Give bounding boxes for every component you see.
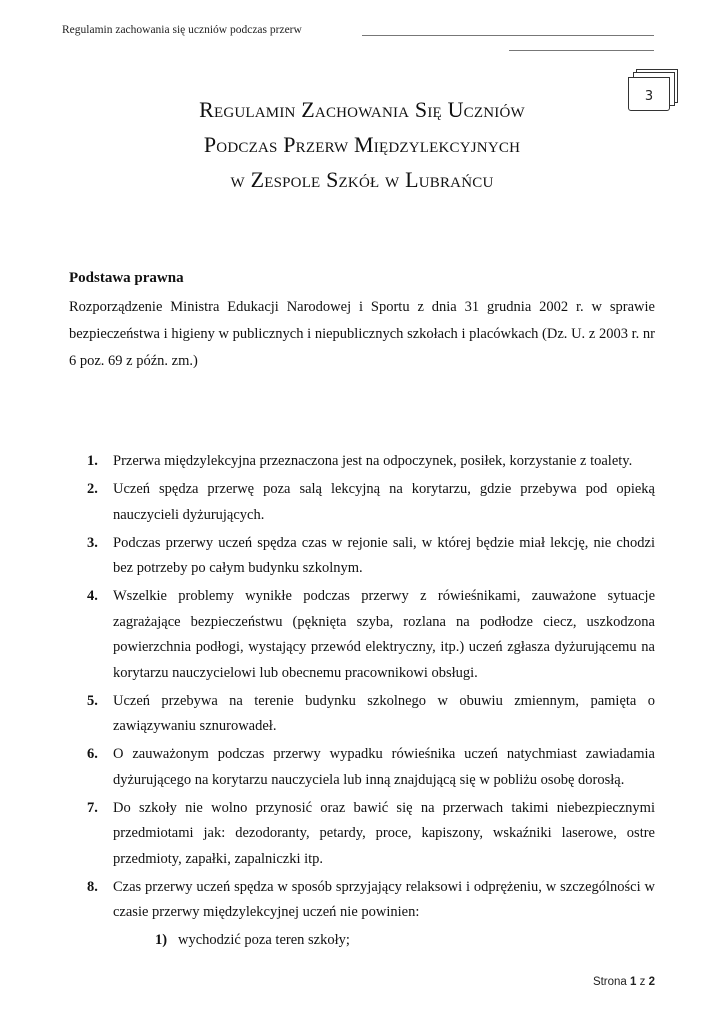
footer-separator: z bbox=[639, 976, 646, 988]
title-line-2: Podczas Przerw Międzylekcyjnych bbox=[203, 132, 521, 157]
rule-text: Przerwa międzylekcyjna przeznaczona jest na odpoczynek, posiłek, korzystanie z toalety. bbox=[113, 453, 633, 469]
header-rule-short bbox=[509, 50, 654, 51]
page-footer bbox=[593, 976, 655, 988]
list-item bbox=[69, 584, 655, 686]
list-item bbox=[69, 531, 655, 582]
list-item bbox=[69, 796, 655, 873]
sub-rule-text: wychodzić poza teren szkoły; bbox=[178, 931, 350, 948]
rule-number: 2. bbox=[87, 481, 98, 497]
rule-number: 3. bbox=[87, 534, 98, 551]
sub-rule-number: 1) bbox=[155, 931, 168, 948]
list-item bbox=[69, 742, 655, 793]
page-stack-badge bbox=[628, 69, 678, 113]
badge-sheet-front bbox=[628, 77, 670, 111]
sub-list-item bbox=[113, 928, 655, 954]
rule-text: Wszelkie problemy wynikłe podczas przerwy z rówieśnikami, zauważone sytuacje zagrażające bezpieczeństwu (pęknięta szyba, rozlana na podłodze ciecz, uszkodzona powierzchnia podłogi, wystający przewód elektryczny, itp.) uczeń zgłasza dyżurującemu na korytarzu nauczycielowi lub obecnemu pracownikowi obsługi. bbox=[113, 588, 655, 681]
rule-number: 4. bbox=[87, 588, 98, 604]
footer-total-pages: 2 bbox=[648, 976, 655, 988]
title-line-1: Regulamin Zachowania Się Uczniów bbox=[199, 97, 525, 122]
rule-number: 7. bbox=[87, 799, 98, 816]
rule-text: O zauważonym podczas przerwy wypadku rówieśnika uczeń natychmiast zawiadamia dyżurującego na korytarzu nauczyciela lub inną znajdującą się w pobliżu osobę dorosłą. bbox=[113, 746, 655, 788]
list-item bbox=[69, 689, 655, 740]
rule-number: 6. bbox=[87, 746, 98, 762]
document-title bbox=[100, 92, 624, 197]
header-rule-long bbox=[362, 35, 654, 36]
list-item bbox=[69, 449, 655, 475]
footer-current-page: 1 bbox=[630, 976, 637, 988]
rule-text: Uczeń przebywa na terenie budynku szkolnego w obuwiu zmiennym, pamięta o zawiązywaniu sznurowadeł. bbox=[113, 692, 655, 734]
badge-number: 3 bbox=[644, 89, 654, 104]
footer-page-label: Strona bbox=[592, 976, 627, 988]
rule-text: Uczeń spędza przerwę poza salą lekcyjną na korytarzu, gdzie przebywa pod opieką nauczycieli dyżurujących. bbox=[113, 481, 655, 523]
rule-number: 8. bbox=[87, 878, 98, 895]
list-item bbox=[69, 477, 655, 528]
list-item bbox=[69, 875, 655, 954]
rule-number: 5. bbox=[87, 692, 98, 709]
rule-text: Podczas przerwy uczeń spędza czas w rejonie sali, w której będzie miał lekcję, nie chodzi bez potrzeby po całym budynku szkolnym. bbox=[113, 534, 655, 576]
rule-number: 1. bbox=[87, 453, 98, 469]
legal-basis-heading: Podstawa prawna bbox=[69, 270, 184, 286]
running-header: Regulamin zachowania się uczniów podczas przerw bbox=[62, 24, 302, 36]
legal-basis-text: Rozporządzenie Ministra Edukacji Narodowej i Sportu z dnia 31 grudnia 2002 r. w sprawie bezpieczeństwa i higieny w publicznych i niepublicznych szkołach i placówkach (Dz. U. z 2003 r. nr 6 poz. 69 z późn. zm.) bbox=[69, 299, 655, 369]
rule-text: Do szkoły nie wolno przynosić oraz bawić się na przerwach takimi niebezpiecznymi przedmiotami jak: dezodoranty, petardy, proce, kapiszony, wskaźniki laserowe, ostre przedmioty, zapałki, zapalniczki itp. bbox=[113, 799, 655, 867]
rules-list bbox=[69, 449, 655, 956]
rule-text: Czas przerwy uczeń spędza w sposób sprzyjający relaksowi i odprężeniu, w szczególności w czasie przerwy międzylekcyjnej uczeń nie powinien: bbox=[113, 878, 655, 920]
title-line-3: w Zespole Szkół w Lubrańcu bbox=[230, 167, 494, 192]
